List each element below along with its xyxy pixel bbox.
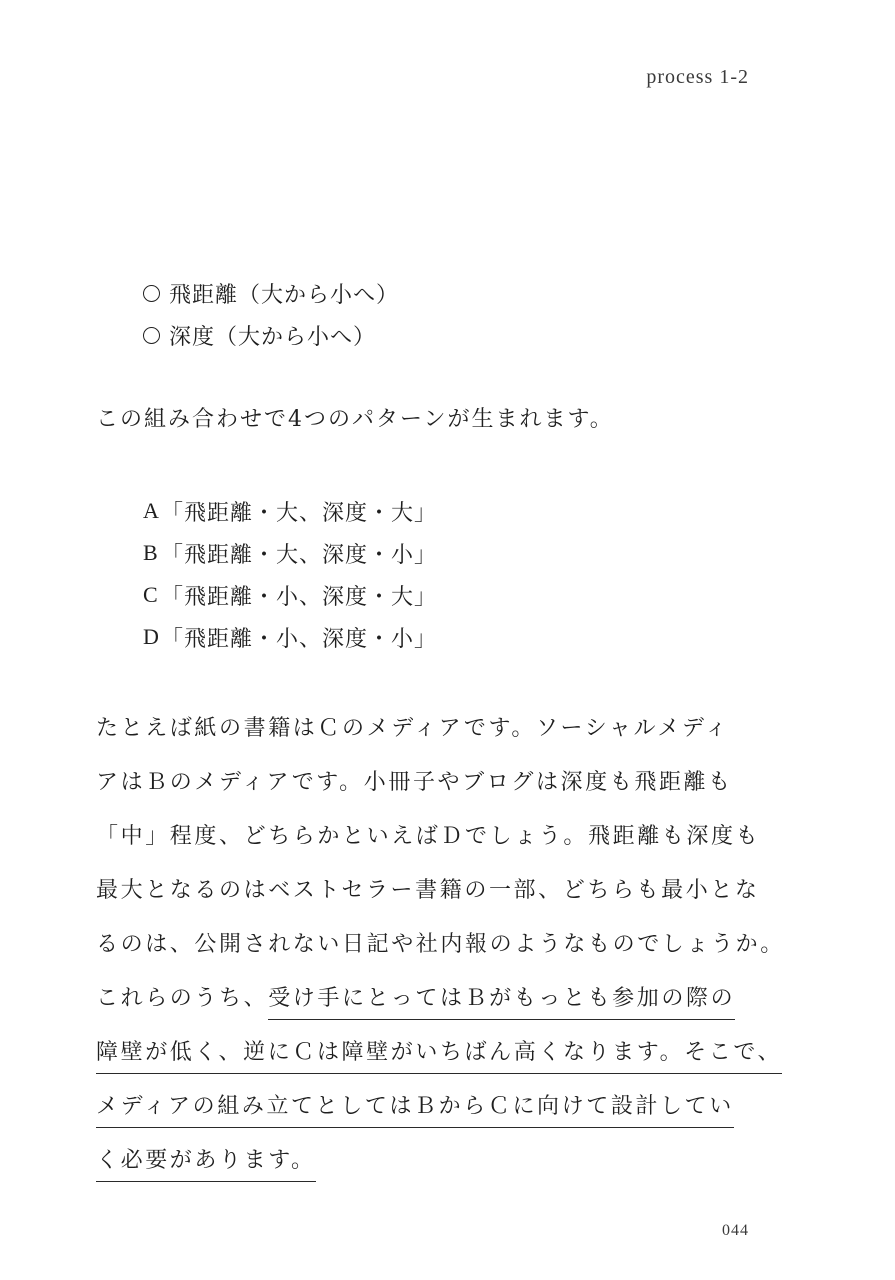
criteria-label: 飛距離（大から小へ） [169,282,400,308]
body-line-text: 「中」程度、どちらかといえばＤでしょう。飛距離も深度も [96,824,761,849]
body-line [96,864,760,918]
section-header: process 1-2 [646,66,749,88]
pattern-letter: D [143,624,160,649]
body-line [96,702,736,756]
criteria-list [143,272,399,356]
criteria-item-distance [143,272,399,314]
pattern-letter: A [143,498,160,523]
page-number: 044 [722,1222,749,1239]
body-line [96,1026,783,1080]
body-line [96,972,736,1026]
pattern-text: 「飛距離・大、深度・大」 [161,500,438,526]
pattern-letter: B [143,540,159,565]
pattern-text: 「飛距離・大、深度・小」 [161,542,438,568]
body-line [96,810,761,864]
underlined-text: メディアの組み立てとしてはＢからＣに向けて設計してい [96,1094,734,1128]
underlined-text: 障壁が低く、逆にＣは障壁がいちばん高くなります。そこで、 [96,1040,782,1074]
body-line [96,1134,736,1188]
pattern-item-b [143,532,437,574]
underlined-text: く必要があります。 [96,1148,316,1182]
criteria-label: 深度（大から小へ） [169,324,377,350]
body-paragraph [96,702,785,1188]
body-line-text: 最大となるのはベストセラー書籍の一部、どちらも最小とな [96,878,760,903]
body-line-text: るのは、公開されない日記や社内報のようなものでしょうか。 [96,932,785,957]
criteria-item-depth [143,314,399,356]
body-line-text: たとえば紙の書籍はＣのメディアです。ソーシャルメディ [96,716,730,741]
pattern-text: 「飛距離・小、深度・大」 [161,584,438,610]
body-line [96,918,785,972]
pattern-item-c [143,574,437,616]
pattern-text: 「飛距離・小、深度・小」 [161,626,438,652]
pattern-letter: C [143,582,159,607]
body-line [96,1080,736,1134]
circle-bullet-icon [143,285,160,302]
underlined-text: 受け手にとってはＢがもっとも参加の際の [268,986,735,1020]
pattern-list [143,490,437,658]
circle-bullet-icon [143,327,160,344]
intro-paragraph: この組み合わせで4つのパターンが生まれます。 [96,407,614,432]
pattern-item-d [143,616,437,658]
pattern-item-a [143,490,437,532]
body-line-text: アはＢのメディアです。小冊子やブログは深度も飛距離も [96,770,733,795]
body-line [96,756,736,810]
body-line-text: これらのうち、 [96,986,269,1011]
